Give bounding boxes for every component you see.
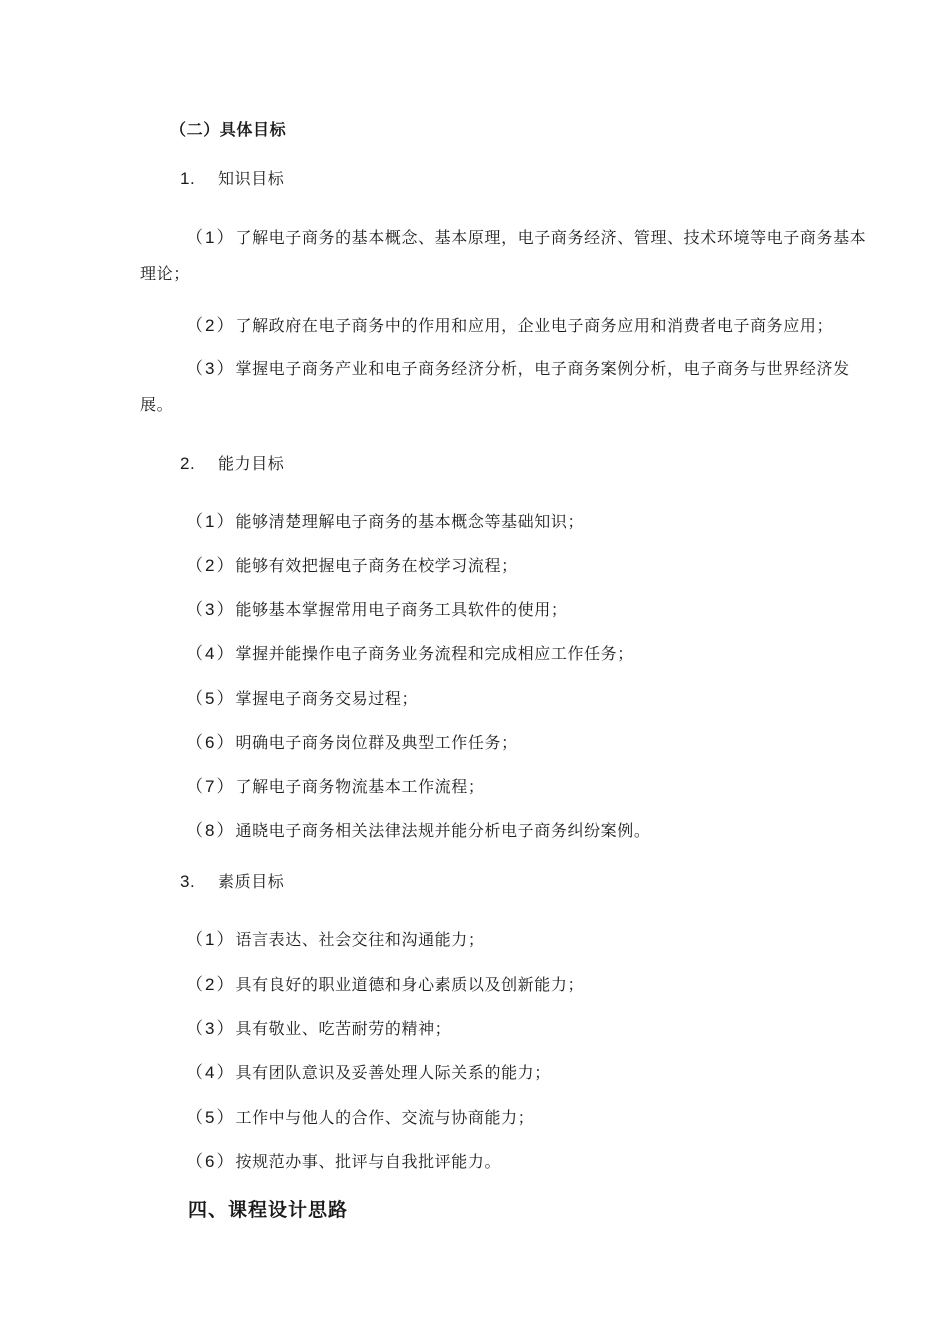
- item-marker: （3）: [186, 359, 236, 378]
- list-item: [186, 689, 418, 709]
- list-item: [140, 220, 870, 292]
- section-title: 知识目标: [218, 169, 285, 188]
- item-marker: （1）: [186, 930, 236, 949]
- item-marker: （1）: [186, 228, 236, 247]
- list-item: [186, 600, 567, 620]
- item-text: 能够基本掌握常用电子商务工具软件的使用；: [235, 600, 568, 619]
- list-item: [186, 930, 484, 950]
- item-text: 具有敬业、吃苦耐劳的精神；: [235, 1019, 452, 1038]
- section-heading-ability: [180, 454, 284, 474]
- section-title: 素质目标: [218, 872, 285, 891]
- section-number: 1.: [180, 169, 196, 188]
- list-item: [186, 556, 518, 576]
- item-text: 掌握电子商务交易过程；: [235, 689, 419, 708]
- list-item: [186, 1152, 501, 1172]
- item-marker: （6）: [186, 1152, 236, 1171]
- item-text: 具有团队意识及妥善处理人际关系的能力；: [235, 1063, 551, 1082]
- list-item: [186, 821, 650, 841]
- list-item: [186, 1063, 551, 1083]
- list-item: [186, 316, 833, 336]
- item-text: 掌握并能操作电子商务业务流程和完成相应工作任务；: [235, 644, 634, 663]
- list-item: [186, 733, 518, 753]
- section-heading-knowledge: [180, 169, 284, 189]
- item-marker: （6）: [186, 733, 236, 752]
- list-item: [186, 1019, 451, 1039]
- item-text: 通晓电子商务相关法律法规并能分析电子商务纠纷案例。: [235, 821, 651, 840]
- main-heading: 四、课程设计思路: [188, 1199, 349, 1221]
- item-marker: （4）: [186, 1063, 236, 1082]
- item-text: 了解政府在电子商务中的作用和应用，企业电子商务应用和消费者电子商务应用；: [235, 316, 834, 335]
- item-text: 掌握电子商务产业和电子商务经济分析，电子商务案例分析，电子商务与世界经济发展。: [140, 359, 850, 414]
- section-number: 2.: [180, 454, 196, 473]
- item-marker: （2）: [186, 556, 236, 575]
- item-text: 了解电子商务物流基本工作流程；: [235, 777, 485, 796]
- item-text: 具有良好的职业道德和身心素质以及创新能力；: [235, 975, 585, 994]
- list-item: [140, 351, 870, 423]
- item-text: 按规范办事、批评与自我批评能力。: [235, 1152, 502, 1171]
- item-marker: （5）: [186, 1108, 236, 1127]
- section-title: 能力目标: [218, 454, 285, 473]
- list-item: [186, 644, 634, 664]
- item-marker: （4）: [186, 644, 236, 663]
- item-marker: （3）: [186, 600, 236, 619]
- item-text: 工作中与他人的合作、交流与协商能力；: [235, 1108, 535, 1127]
- list-item: [186, 1108, 534, 1128]
- item-marker: （2）: [186, 975, 236, 994]
- item-marker: （1）: [186, 512, 236, 531]
- item-marker: （8）: [186, 821, 236, 840]
- item-text: 语言表达、社会交往和沟通能力；: [235, 930, 485, 949]
- item-marker: （3）: [186, 1019, 236, 1038]
- item-text: 能够有效把握电子商务在校学习流程；: [235, 556, 518, 575]
- item-text: 了解电子商务的基本概念、基本原理，电子商务经济、管理、技术环境等电子商务基本理论；: [140, 228, 867, 283]
- list-item: [186, 975, 584, 995]
- section-heading-quality: [180, 872, 284, 892]
- item-marker: （7）: [186, 777, 236, 796]
- item-text: 能够清楚理解电子商务的基本概念等基础知识；: [235, 512, 585, 531]
- item-marker: （5）: [186, 689, 236, 708]
- item-text: 明确电子商务岗位群及典型工作任务；: [235, 733, 518, 752]
- list-item: [186, 512, 584, 532]
- item-marker: （2）: [186, 316, 236, 335]
- list-item: [186, 777, 484, 797]
- section-number: 3.: [180, 872, 196, 891]
- sub-heading: （二）具体目标: [170, 120, 287, 139]
